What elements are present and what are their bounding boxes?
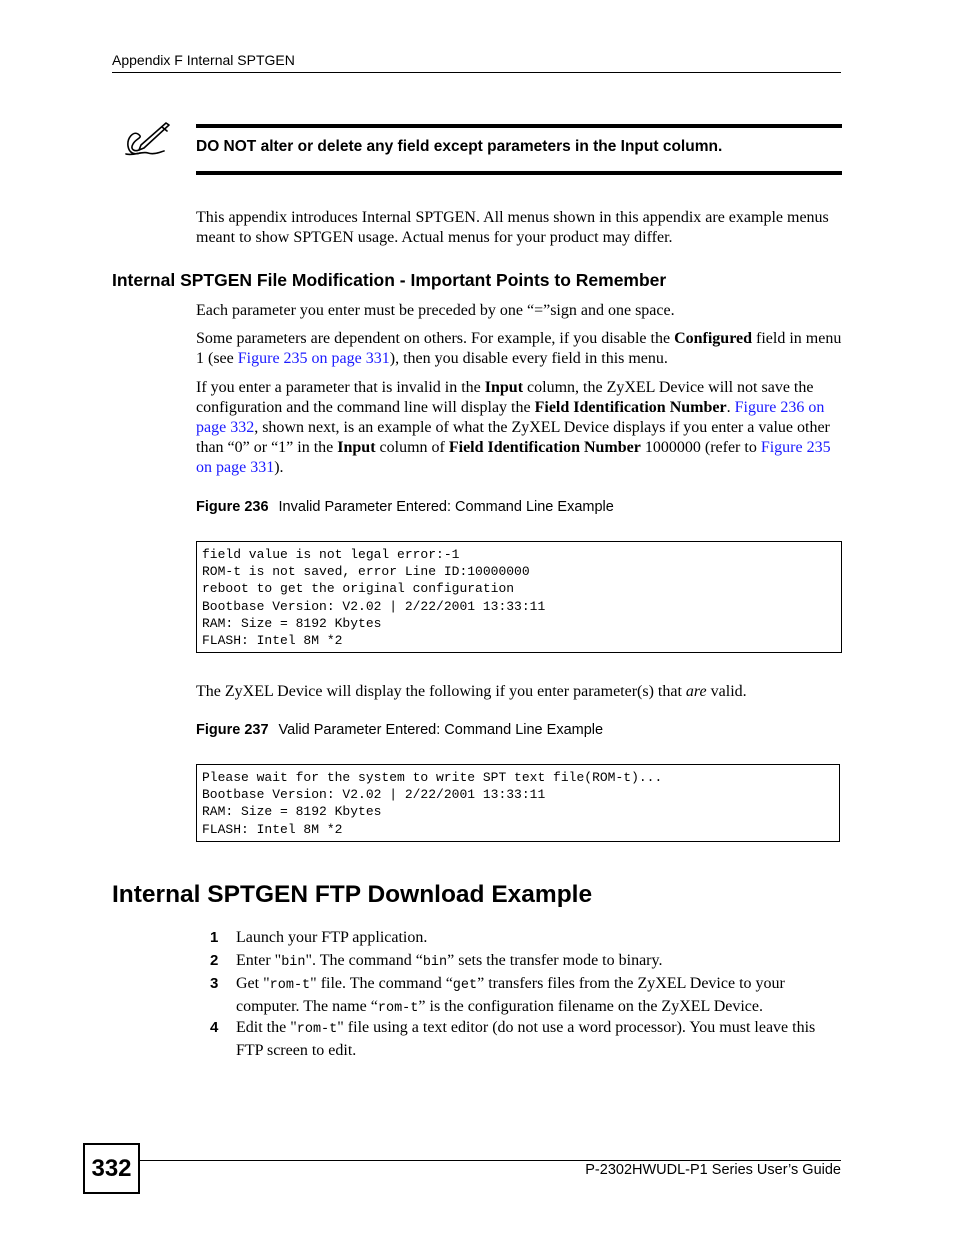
- figure-236-code-block: [196, 541, 842, 653]
- section-heading-ftp: Internal SPTGEN FTP Download Example: [112, 881, 593, 908]
- header-rule: [112, 72, 841, 73]
- paragraph-valid-param: The ZyXEL Device will display the following if you enter parameter(s) that are valid.: [196, 683, 747, 700]
- footer-rule: [140, 1160, 841, 1161]
- step-number: 1: [210, 929, 219, 946]
- code-line: Please wait for the system to write SPT text file(ROM-t)...: [202, 770, 663, 785]
- code-line: Bootbase Version: V2.02 | 2/22/2001 13:33:11: [202, 787, 546, 803]
- figure-237-code-block: [196, 764, 840, 842]
- link-figure-236[interactable]: Figure 236 on page 332: [196, 399, 825, 436]
- paragraph-dependent-params: Some parameters are dependent on others. For example, if you disable the Configured field in menu 1 (see Figure 235 on page 331), then you disable every field in this menu.: [196, 330, 842, 367]
- code-line: reboot to get the original configuration: [202, 581, 515, 597]
- step-number: 2: [210, 952, 219, 969]
- note-text: DO NOT alter or delete any field except parameters in the Input column.: [196, 138, 723, 155]
- figure-237-caption: Figure 237 Valid Parameter Entered: Command Line Example: [196, 722, 604, 738]
- note-pen-icon: [124, 122, 174, 158]
- page-number: 332: [83, 1143, 140, 1194]
- code-line: RAM: Size = 8192 Kbytes: [202, 615, 382, 631]
- bold-configured: Configured: [674, 330, 753, 347]
- paragraph-equals-sign: Each parameter you enter must be preceded by one “=”sign and one space.: [196, 302, 675, 319]
- code-line: FLASH: Intel 8M *2: [202, 821, 343, 837]
- running-header: Appendix F Internal SPTGEN: [112, 52, 295, 68]
- note-top-rule: [196, 124, 842, 128]
- note-bottom-rule: [196, 171, 842, 175]
- link-figure-235-second[interactable]: Figure 235 on page 331: [196, 439, 831, 476]
- code-line: ROM-t is not saved, error Line ID:10000000: [202, 564, 530, 580]
- code-line: RAM: Size = 8192 Kbytes: [202, 804, 382, 820]
- intro-paragraph: This appendix introduces Internal SPTGEN. All menus shown in this appendix are example menus meant to show SPTGEN usage. Actual menus for your product may differ.: [196, 209, 829, 246]
- code-line: FLASH: Intel 8M *2: [202, 633, 343, 649]
- code-line: field value is not legal error:-1: [202, 547, 460, 562]
- figure-236-caption: Figure 236 Invalid Parameter Entered: Command Line Example: [196, 499, 614, 515]
- step-number: 3: [210, 975, 219, 992]
- step-number: 4: [210, 1019, 219, 1036]
- section-heading-points: Internal SPTGEN File Modification - Important Points to Remember: [112, 270, 667, 290]
- paragraph-invalid-param: If you enter a parameter that is invalid in the Input column, the ZyXEL Device will not save the configuration and the command line will display the Field Identification Number. Figure 236 on page 332, shown next, is an example of what the ZyXEL Device displays if you enter a value other than “0” or “1” in the Input column of Field Identification Number 1000000 (refer to Figure 235 on page 331).: [196, 379, 831, 476]
- footer-title: P-2302HWUDL-P1 Series User’s Guide: [585, 1162, 841, 1178]
- link-figure-235[interactable]: Figure 235 on page 331: [237, 350, 390, 367]
- code-line: Bootbase Version: V2.02 | 2/22/2001 13:33:11: [202, 598, 546, 614]
